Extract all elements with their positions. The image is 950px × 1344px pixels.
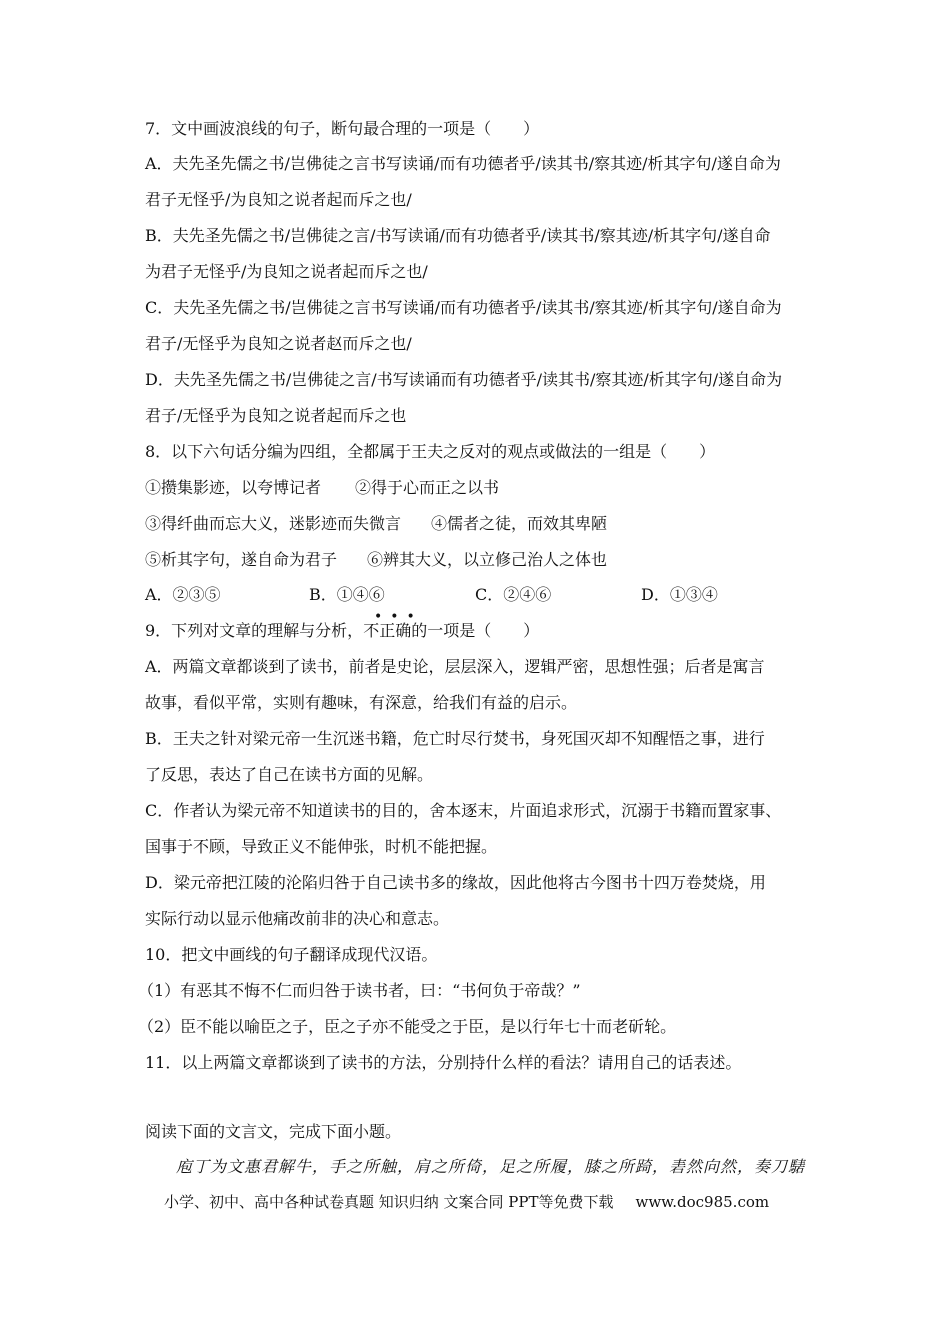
q9-stem-pre: 9．下列对文章的理解与分析， [145, 621, 364, 640]
q9-option-d-line1: D．梁元帝把江陵的沦陷归咎于自己读书多的缘故，因此他将古今图书十四万卷焚烧，用 [145, 873, 766, 892]
q7-stem: 7．文中画波浪线的句子，断句最合理的一项是（ ） [145, 119, 540, 138]
q9-option-a-line2: 故事，看似平常，实则有趣味，有深意，给我们有益的启示。 [145, 693, 578, 712]
q9-option-d-line2: 实际行动以显示他痛改前非的决心和意志。 [145, 909, 450, 928]
q8-option-a: A．②③⑤ [145, 585, 221, 604]
q10-part-2: （2）臣不能以喻臣之子，臣之子亦不能受之于臣，是以行年七十而老斫轮。 [138, 1017, 677, 1036]
q8-options [145, 585, 785, 605]
q9-option-c-line1: C．作者认为梁元帝不知道读书的目的，舍本逐末，片面追求形式，沉溺于书籍而置家事、 [145, 801, 782, 820]
q9-emphasis-dots: ••• [374, 609, 423, 625]
q8-option-b: B．①④⑥ [309, 585, 385, 604]
q9-stem-post: 的一项是（ ） [411, 621, 540, 640]
q7-option-a-line1: A．夫先圣先儒之书/岂佛徒之言书写读诵/而有功德者乎/读其书/察其迹/析其字句/遂自命为 [145, 154, 781, 173]
q8-statements-row3 [145, 550, 607, 570]
q8-statement-2: ②得于心而正之以书 [355, 478, 500, 497]
q7-option-b-line2: 为君子无怪乎/为良知之说者起而斥之也/ [145, 262, 428, 281]
q7-option-b-line1: B．夫先圣先儒之书/岂佛徒之言/书写读诵/而有功德者乎/读其书/察其迹/析其字句/遂自命 [145, 226, 771, 245]
page-footer [164, 1192, 769, 1212]
footer-url[interactable]: www.doc985.com [635, 1193, 770, 1211]
reading-intro: 阅读下面的文言文，完成下面小题。 [145, 1122, 402, 1141]
q9-option-b-line1: B．王夫之针对梁元帝一生沉迷书籍，危亡时尽行焚书，身死国灭却不知醒悟之事，进行 [145, 729, 765, 748]
q7-option-d-line1: D．夫先圣先儒之书/岂佛徒之言/书写读诵而有功德者乎/读其书/察其迹/析其字句/遂自命为 [145, 370, 783, 389]
footer-text: 小学、初中、高中各种试卷真题 知识归纳 文案合同 PPT等免费下载 [164, 1193, 614, 1211]
q7-option-a-line2: 君子无怪乎/为良知之说者起而斥之也/ [145, 190, 412, 209]
q10-part-1: （1）有恶其不悔不仁而归咎于读书者，曰：“书何负于帝哉？” [138, 981, 581, 1000]
q9-option-a-line1: A．两篇文章都谈到了读书，前者是史论，层层深入，逻辑严密，思想性强；后者是寓言 [145, 657, 765, 676]
q8-statement-3: ③得纤曲而忘大义，迷影迹而失微言 [145, 514, 402, 533]
q8-statement-4: ④儒者之徒，而效其卑陋 [431, 514, 608, 533]
q9-stem-emphasis: 不正确 [363, 621, 412, 640]
q8-statement-1: ①攒集影迹，以夸博记者 [145, 478, 322, 497]
q8-statements-row1 [145, 478, 499, 498]
q8-stem: 8．以下六句话分编为四组，全都属于王夫之反对的观点或做法的一组是（ ） [145, 442, 716, 461]
q7-option-c-line1: C．夫先圣先儒之书/岂佛徒之言书写读诵/而有功德者乎/读其书/察其迹/析其字句/遂自命为 [145, 298, 782, 317]
q7-option-c-line2: 君子/无怪乎为良知之说者赵而斥之也/ [145, 334, 412, 353]
q7-option-d-line2: 君子/无怪乎为良知之说者起而斥之也 [145, 406, 407, 425]
q11-stem: 11．以上两篇文章都谈到了读书的方法，分别持什么样的看法？请用自己的话表述。 [145, 1053, 742, 1072]
q8-option-d: D．①③④ [641, 585, 718, 604]
q10-stem: 10．把文中画线的句子翻译成现代汉语。 [145, 945, 438, 964]
q8-statement-5: ⑤析其字句，遂自命为君子 [145, 550, 338, 569]
q9-option-c-line2: 国事于不顾，导致正义不能伸张，时机不能把握。 [145, 837, 498, 856]
q8-statement-6: ⑥辨其大义，以立修己治人之体也 [367, 550, 608, 569]
reading-passage: 庖丁为文惠君解牛，手之所触，肩之所倚，足之所履，膝之所踦，砉然向然，奏刀騞 [176, 1157, 806, 1176]
q8-option-c: C．②④⑥ [475, 585, 552, 604]
q9-option-b-line2: 了反思，表达了自己在读书方面的见解。 [145, 765, 434, 784]
q9-stem [145, 621, 539, 641]
q8-statements-row2 [145, 514, 607, 534]
